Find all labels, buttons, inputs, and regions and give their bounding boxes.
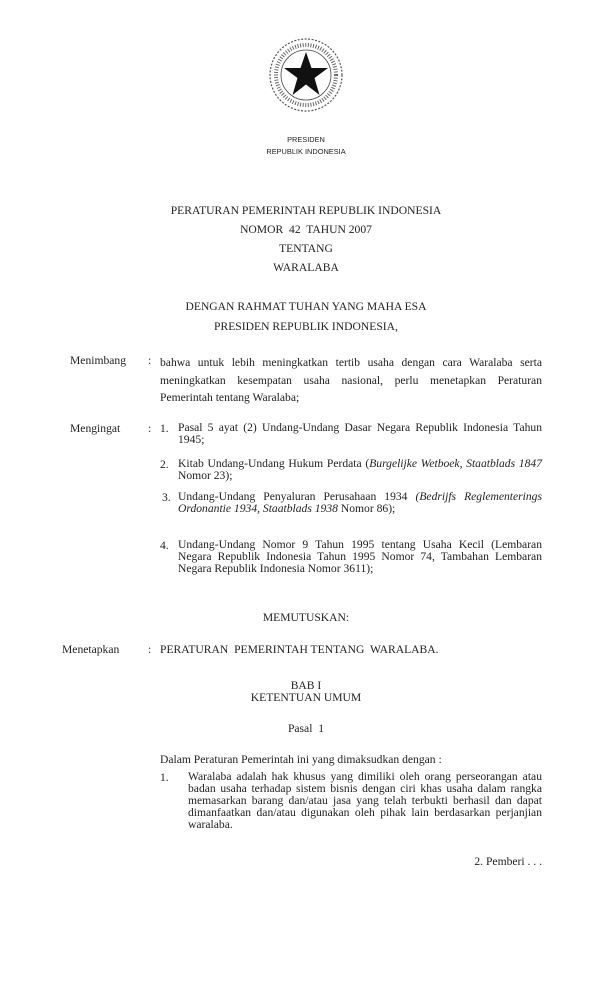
garuda-star-emblem-icon (268, 37, 344, 113)
article-intro: Dalam Peraturan Pemerintah ini yang dimaksudkan dengan : (160, 753, 442, 766)
list-number: 2. (160, 458, 169, 471)
menetapkan-text: PERATURAN PEMERINTAH TENTANG WARALABA. (160, 643, 439, 656)
mengingat-item: Undang-Undang Penyaluran Perusahaan 1934 (Bedrijfs Reglementerings Ordonantie 1934, Staatblads 1938 Nomor 86); (178, 490, 542, 515)
preamble-grace: DENGAN RAHMAT TUHAN YANG MAHA ESA (185, 300, 427, 313)
menimbang-text: bahwa untuk lebih meningkatkan tertib usaha dengan cara Waralaba serta meningkatkan kesempatan usaha nasional, perlu menetapkan Peraturan Pemerintah tentang Waralaba; (160, 356, 542, 404)
colon: : (148, 643, 152, 656)
chapter-title: KETENTUAN UMUM (250, 691, 362, 704)
mengingat-label: Mengingat (70, 422, 121, 435)
colon: : (148, 422, 152, 435)
title-number: NOMOR 42 TAHUN 2007 (240, 223, 372, 236)
menimbang-label: Menimbang (70, 354, 127, 367)
title-about: TENTANG (279, 242, 333, 255)
mengingat-item: Kitab Undang-Undang Hukum Perdata (Burgelijke Wetboek, Staatblads 1847 Nomor 23); (178, 457, 542, 482)
chapter-number: BAB I (290, 679, 322, 692)
memutuskan-heading: MEMUTUSKAN: (262, 611, 350, 624)
list-number: 3. (162, 491, 171, 504)
title-regulation: PERATURAN PEMERINTAH REPUBLIK INDONESIA (170, 204, 442, 217)
definition-item: Waralaba adalah hak khusus yang dimiliki oleh orang perseorangan atau badan usaha terhadap sistem bisnis dengan ciri khas usaha dalam rangka memasarkan barang dan/atau jasa yang telah terbukti berhasil dan dapat dimanfaatkan dan/atau digunakan oleh pihak lain berdasarkan perjanjian waralaba. (188, 770, 542, 831)
title-subject: WARALABA (273, 261, 339, 274)
article-title: Pasal 1 (287, 722, 325, 735)
mengingat-item: Undang-Undang Nomor 9 Tahun 1995 tentang Usaha Kecil (Lembaran Negara Republik Indonesia Tahun 1995 Nomor 74, Tambahan Lembaran Negara Republik Indonesia Nomor 3611); (178, 538, 542, 575)
colon: : (148, 354, 152, 367)
header-president: PRESIDEN (287, 135, 325, 144)
next-page-catchword: 2. Pemberi . . . (474, 855, 542, 868)
mengingat-item: Pasal 5 ayat (2) Undang-Undang Dasar Negara Republik Indonesia Tahun 1945; (178, 421, 542, 446)
header-republic: REPUBLIK INDONESIA (266, 147, 346, 156)
preamble-president: PRESIDEN REPUBLIK INDONESIA, (214, 320, 398, 333)
menetapkan-label: Menetapkan (62, 643, 120, 656)
list-number: 1. (160, 422, 169, 435)
list-number: 4. (160, 539, 169, 552)
list-number: 1. (160, 771, 169, 784)
